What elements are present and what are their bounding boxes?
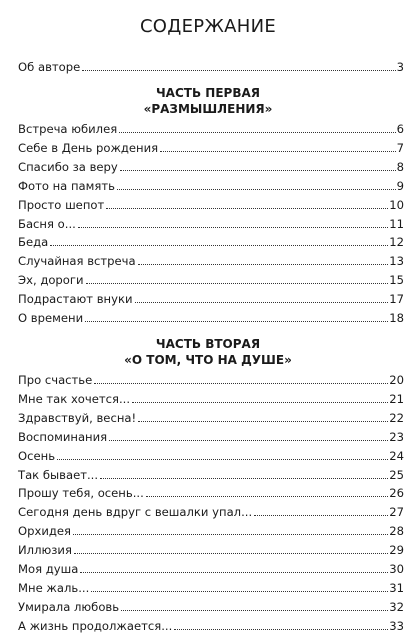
toc-entry-title: Осень: [18, 448, 56, 463]
toc-entry-page: 13: [389, 254, 404, 269]
toc-entry-title: Про счастье: [18, 373, 93, 387]
dot-leader: [86, 282, 389, 284]
dot-leader: [109, 439, 388, 441]
toc-entry: [18, 177, 404, 193]
toc-entry: [18, 371, 404, 387]
part-one-label: ЧАСТЬ ПЕРВАЯ: [155, 86, 260, 100]
toc-entry-title: Случайная встреча: [18, 254, 136, 269]
page-title: СОДЕРЖАНИЕ: [139, 16, 277, 37]
toc-entry-title: Просто шепот: [18, 197, 105, 212]
toc-entry-page: 31: [389, 580, 404, 595]
toc-entry-page: 12: [389, 235, 404, 250]
toc-entry: [18, 215, 404, 231]
dot-leader: [135, 301, 389, 303]
toc-entry-title: Умирала любовь: [18, 599, 120, 614]
dot-leader: [117, 188, 396, 190]
dot-leader: [94, 382, 388, 384]
toc-entry-title: Сегодня день вдруг с вешалки упал...: [18, 505, 253, 520]
toc-entry: [18, 428, 404, 444]
toc-entry-title: Фото на память: [18, 178, 115, 193]
dot-leader: [121, 609, 388, 611]
toc-entry-title: Воспоминания: [18, 429, 108, 444]
dot-leader: [119, 131, 395, 133]
dot-leader: [254, 514, 388, 516]
toc-entry-title: Встреча юбилея: [18, 122, 118, 136]
dot-leader: [174, 628, 388, 630]
toc-entry: [18, 290, 404, 306]
toc-entry-title: Себе в День рождения: [18, 140, 159, 155]
dot-leader: [132, 401, 388, 403]
toc-entry-page: 21: [389, 391, 404, 406]
toc-entry-title: Об авторе: [18, 60, 81, 74]
part-two-subtitle: «О ТОМ, ЧТО НА ДУШЕ»: [124, 353, 292, 367]
toc-entry: [18, 522, 404, 538]
toc-entry-title: Спасибо за веру: [18, 159, 118, 174]
dot-leader: [50, 244, 388, 246]
toc-entry: [18, 617, 404, 633]
toc-entry-page: 23: [389, 429, 404, 444]
toc-entry: [18, 120, 404, 136]
toc-entry-page: 30: [389, 562, 404, 576]
toc-entry: [18, 484, 404, 500]
toc-entry-title: Мне так хочется...: [18, 391, 131, 406]
toc-entry-page: 9: [396, 178, 404, 193]
toc-entry-title: Иллюзия: [18, 543, 72, 558]
toc-entry-title: Эх, дороги: [18, 273, 84, 288]
dot-leader: [80, 571, 388, 573]
toc-entry-page: 10: [389, 197, 404, 212]
dot-leader: [85, 320, 388, 322]
toc-entry-title: Здравствуй, весна!: [18, 410, 137, 425]
dot-leader: [138, 420, 388, 422]
toc-entry: [18, 541, 404, 557]
toc-entry-page: 32: [389, 599, 404, 614]
toc-entry: [18, 447, 404, 463]
toc-entry-title: О времени: [18, 311, 84, 325]
toc-entry: [18, 390, 404, 406]
toc-entry-page: 28: [389, 524, 404, 539]
part-two-label: ЧАСТЬ ВТОРАЯ: [155, 337, 261, 351]
dot-leader: [74, 552, 388, 554]
toc-entry-page: 25: [389, 467, 404, 482]
toc-entry-page: 18: [389, 311, 404, 325]
dot-leader: [106, 207, 388, 209]
toc-entry-page: 8: [396, 159, 404, 174]
toc-entry-title: Орхидея: [18, 524, 72, 539]
toc-entry-title: Подрастают внуки: [18, 292, 133, 307]
toc-entry: [18, 503, 404, 519]
toc-entry: [18, 58, 404, 74]
toc-entry: [18, 598, 404, 614]
toc-entry: [18, 409, 404, 425]
dot-leader: [78, 226, 388, 228]
toc-entry-title: Мне жаль...: [18, 580, 90, 595]
toc-entry: [18, 139, 404, 155]
toc-entry: [18, 560, 404, 576]
toc-entry-page: 29: [389, 543, 404, 558]
dot-leader: [91, 590, 388, 592]
dot-leader: [73, 533, 388, 535]
dot-leader: [100, 477, 388, 479]
toc-entry-page: 7: [396, 140, 404, 155]
dot-leader: [146, 495, 388, 497]
toc-entry-page: 17: [389, 292, 404, 307]
dot-leader: [138, 263, 389, 265]
toc-entry: [18, 309, 404, 325]
dot-leader: [160, 150, 395, 152]
toc-entry: [18, 466, 404, 482]
toc-entry-page: 27: [389, 505, 404, 520]
toc-entry-page: 33: [389, 618, 404, 633]
toc-entry-page: 26: [389, 486, 404, 501]
toc-entry-page: 3: [396, 60, 404, 74]
toc-entry-page: 6: [396, 122, 404, 136]
dot-leader: [120, 169, 396, 171]
toc-entry-page: 22: [389, 410, 404, 425]
toc-entry: [18, 196, 404, 212]
toc-entry: [18, 271, 404, 287]
dot-leader: [82, 69, 395, 71]
toc-entry: [18, 158, 404, 174]
toc-entry-page: 24: [389, 448, 404, 463]
toc-entry-title: Беда: [18, 235, 49, 250]
toc-entry-title: Так бывает...: [18, 467, 99, 482]
toc-entry-page: 15: [389, 273, 404, 288]
toc-entry-title: А жизнь продолжается...: [18, 618, 173, 633]
toc-entry-page: 11: [389, 216, 404, 231]
toc-entry-title: Басня о...: [18, 216, 76, 231]
toc-entry: [18, 252, 404, 268]
toc-entry-title: Моя душа: [18, 562, 79, 576]
toc-entry-title: Прошу тебя, осень...: [18, 486, 144, 501]
part-one-subtitle: «РАЗМЫШЛЕНИЯ»: [143, 102, 273, 116]
toc-entry: [18, 233, 404, 249]
dot-leader: [57, 458, 388, 460]
toc-entry-page: 20: [389, 373, 404, 387]
